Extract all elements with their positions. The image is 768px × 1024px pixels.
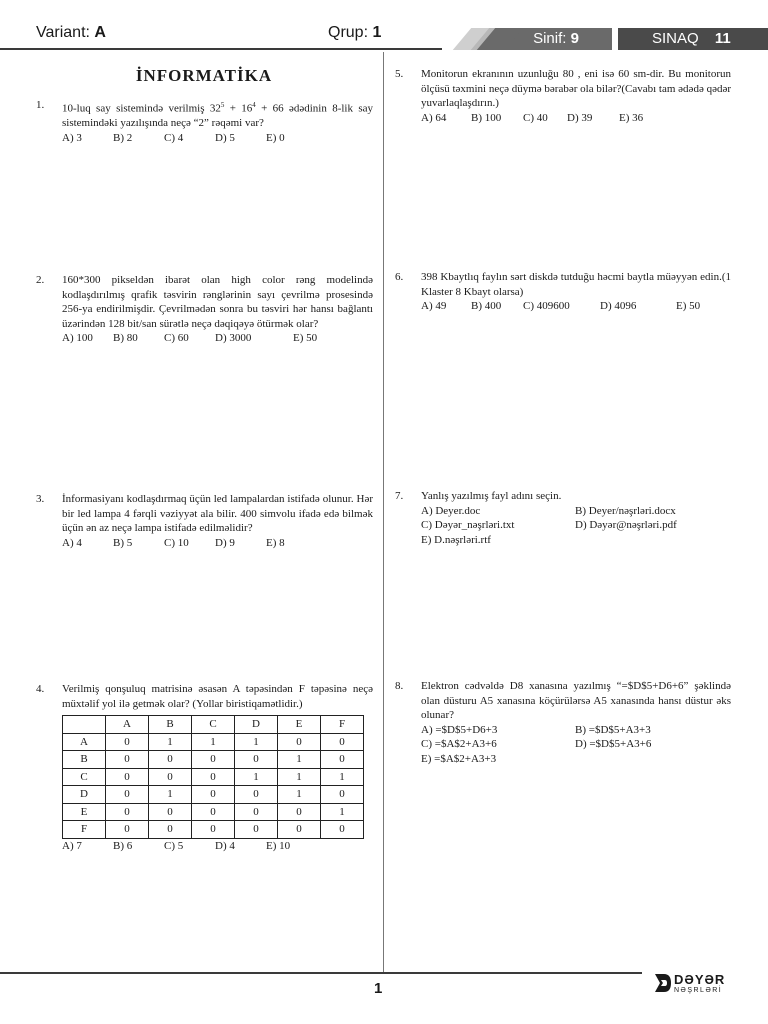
matrix-row bbox=[63, 733, 364, 751]
subject-title: İNFORMATİKA bbox=[135, 66, 273, 85]
footer-rule bbox=[0, 972, 642, 974]
answer-option[interactable]: E) D.nəşrləri.rtf bbox=[421, 533, 491, 546]
matrix-cell: 0 bbox=[235, 821, 278, 839]
answer-option[interactable]: A) 100 bbox=[62, 332, 93, 344]
question-text: Yanlış yazılmış fayl adını seçin. bbox=[421, 490, 562, 502]
matrix-cell: 0 bbox=[192, 803, 235, 821]
group-field bbox=[328, 24, 381, 42]
matrix-cell: 0 bbox=[321, 821, 364, 839]
matrix-cell: 1 bbox=[149, 733, 192, 751]
matrix-cell: A bbox=[63, 733, 106, 751]
answer-option[interactable]: E) 36 bbox=[619, 111, 644, 124]
matrix-cell bbox=[63, 716, 106, 734]
column-divider bbox=[383, 52, 384, 972]
matrix-cell: 0 bbox=[235, 786, 278, 804]
exponent: 4 bbox=[252, 101, 256, 109]
matrix-cell: 0 bbox=[278, 803, 321, 821]
class-label: Sinif: bbox=[533, 30, 567, 47]
logo-icon bbox=[654, 972, 672, 994]
answer-option[interactable]: E) =$A$2+A3+3 bbox=[421, 752, 497, 765]
answer-option[interactable]: A) Deyer.doc bbox=[421, 504, 481, 517]
matrix-cell: 0 bbox=[192, 821, 235, 839]
variant-field bbox=[36, 24, 106, 42]
matrix-cell: 1 bbox=[149, 786, 192, 804]
answer-option[interactable]: D) 9 bbox=[215, 536, 235, 549]
answer-option[interactable]: A) 64 bbox=[421, 111, 447, 124]
exam-value: 11 bbox=[714, 30, 731, 47]
answer-option[interactable]: B) 100 bbox=[471, 111, 502, 124]
matrix-cell: 1 bbox=[278, 786, 321, 804]
answer-option[interactable]: A) 3 bbox=[62, 131, 82, 144]
matrix-row bbox=[63, 803, 364, 821]
matrix-row bbox=[63, 768, 364, 786]
answer-option[interactable]: D) =$D$5+A3+6 bbox=[575, 738, 652, 750]
publisher-logo bbox=[654, 972, 734, 996]
answer-option[interactable]: B) 400 bbox=[471, 300, 502, 312]
matrix-cell: E bbox=[278, 716, 321, 734]
matrix-cell: F bbox=[63, 821, 106, 839]
answer-options bbox=[421, 723, 731, 767]
matrix-cell: 0 bbox=[192, 786, 235, 804]
answer-options bbox=[421, 504, 731, 548]
matrix-cell: 0 bbox=[149, 821, 192, 839]
header-rule bbox=[0, 48, 442, 50]
answer-option[interactable]: B) Deyer/nəşrləri.docx bbox=[575, 504, 676, 517]
logo-name: DƏYƏR bbox=[674, 972, 726, 987]
answer-option[interactable]: E) 0 bbox=[266, 131, 285, 144]
matrix-cell: 1 bbox=[235, 768, 278, 786]
matrix-cell: A bbox=[106, 716, 149, 734]
question-text bbox=[62, 98, 373, 131]
matrix-cell: 1 bbox=[235, 733, 278, 751]
answer-option[interactable]: E) 50 bbox=[676, 300, 701, 312]
matrix-cell: 1 bbox=[321, 768, 364, 786]
answer-option[interactable]: C) 40 bbox=[523, 111, 548, 124]
matrix-cell: E bbox=[63, 803, 106, 821]
question-text-part: + 16 bbox=[224, 102, 253, 115]
answer-option[interactable]: E) 10 bbox=[266, 839, 291, 852]
answer-option[interactable]: D) 4 bbox=[215, 839, 235, 852]
answer-option[interactable]: A) =$D$5+D6+3 bbox=[421, 723, 498, 736]
matrix-cell: B bbox=[149, 716, 192, 734]
answer-options bbox=[62, 839, 373, 854]
matrix-cell: 0 bbox=[321, 751, 364, 769]
matrix-cell: 0 bbox=[235, 803, 278, 821]
matrix-cell: 0 bbox=[149, 768, 192, 786]
matrix-cell: 0 bbox=[321, 733, 364, 751]
matrix-cell: D bbox=[235, 716, 278, 734]
matrix-cell: 0 bbox=[278, 821, 321, 839]
question-number: 5. bbox=[395, 68, 404, 80]
page-header bbox=[0, 0, 768, 52]
question-6 bbox=[395, 270, 731, 314]
adjacency-matrix bbox=[62, 715, 364, 839]
answer-options bbox=[421, 299, 731, 314]
answer-option[interactable]: A) 4 bbox=[62, 536, 82, 549]
class-value: 9 bbox=[570, 30, 579, 47]
answer-option[interactable]: B) =$D$5+A3+3 bbox=[575, 723, 651, 736]
answer-option[interactable]: B) 5 bbox=[113, 536, 133, 549]
answer-options bbox=[62, 131, 373, 146]
matrix-cell: 0 bbox=[149, 751, 192, 769]
question-3 bbox=[36, 492, 373, 550]
answer-option[interactable]: D) 3000 bbox=[215, 332, 252, 344]
question-5 bbox=[395, 67, 731, 125]
question-8 bbox=[395, 679, 731, 766]
answer-option[interactable]: D) Dəyər@nəşrləri.pdf bbox=[575, 519, 677, 531]
question-number: 2. bbox=[36, 274, 45, 286]
class-badge bbox=[500, 28, 612, 50]
question-text: 398 Kbaytlıq faylın sərt diskdə tutduğu həcmi baytla müəyyən edin.(1 Klaster 8 Kbayt olarsa) bbox=[421, 271, 731, 298]
variant-value: A bbox=[94, 24, 106, 41]
question-text-part: 10-luq say sistemində verilmiş 32 bbox=[62, 102, 221, 115]
matrix-header-row bbox=[63, 716, 364, 734]
exponent: 5 bbox=[220, 101, 225, 109]
exam-label: SINAQ bbox=[652, 30, 699, 47]
question-number: 7. bbox=[395, 490, 404, 502]
answer-option[interactable]: C) 60 bbox=[164, 332, 189, 344]
question-text-part: + 66 ədədinin 8-lik say sistemindəki yazılışında neçə “2” rəqəmi var? bbox=[62, 102, 373, 130]
answer-option[interactable]: D) 5 bbox=[215, 131, 235, 144]
matrix-row bbox=[63, 751, 364, 769]
matrix-cell: 0 bbox=[235, 751, 278, 769]
matrix-cell: 0 bbox=[278, 733, 321, 751]
answer-option[interactable]: C) 10 bbox=[164, 536, 189, 549]
group-value: 1 bbox=[372, 24, 382, 41]
variant-label: Variant: bbox=[36, 24, 90, 41]
answer-option[interactable]: C) 409600 bbox=[523, 300, 570, 312]
question-text: 160*300 pikseldən ibarət olan high color rəng modelində kodlaşdırılmış qrafik təsvirin rənglərinin sayı çevrilmə prosesində 256-ya endirilmişdir. Çevrilmədən sonra bu təsviri hər hansı bağlantı üzərindən 128 bit/san sürətlə neçə dəqiqəyə ötürmək olar? bbox=[62, 274, 373, 330]
question-text: İnformasiyanı kodlaşdırmaq üçün led lampalardan istifadə olunur. Hər bir led lampa 4 fərqli vəziyyət ala bilir. 400 simvolu ifadə edə bilmək üçün ən az neçə lampa istifadə edilməlidir? bbox=[62, 493, 373, 534]
page-number: 1 bbox=[374, 980, 383, 997]
answer-options bbox=[421, 111, 731, 126]
group-label: Qrup: bbox=[328, 24, 369, 41]
answer-option[interactable]: B) 6 bbox=[113, 839, 133, 852]
logo-subtitle: NƏŞRLƏRİ bbox=[674, 987, 723, 994]
matrix-cell: 0 bbox=[192, 751, 235, 769]
question-number: 4. bbox=[36, 683, 45, 695]
matrix-row bbox=[63, 786, 364, 804]
question-4 bbox=[36, 682, 373, 853]
matrix-cell: 0 bbox=[149, 803, 192, 821]
question-number: 1. bbox=[36, 99, 45, 111]
matrix-cell: 0 bbox=[106, 786, 149, 804]
answer-option[interactable]: A) 7 bbox=[62, 839, 82, 852]
matrix-cell: B bbox=[63, 751, 106, 769]
question-number: 8. bbox=[395, 680, 404, 692]
answer-option[interactable]: C) Dəyər_nəşrləri.txt bbox=[421, 519, 515, 531]
answer-option[interactable]: C) 5 bbox=[164, 839, 184, 852]
answer-option[interactable]: E) 8 bbox=[266, 536, 285, 549]
matrix-cell: 1 bbox=[192, 733, 235, 751]
matrix-cell: 0 bbox=[192, 768, 235, 786]
answer-option[interactable]: D) 39 bbox=[567, 111, 593, 124]
answer-option[interactable]: C) 4 bbox=[164, 131, 184, 144]
question-text: Monitorun ekranının uzunluğu 80 , eni isə 60 sm-dir. Bu monitorun ölçüsü təxmini neçə düymə bərabər ola bilər?(Cavabı tam ədədə qədər yuvarlaqlaşdırın.) bbox=[421, 68, 732, 109]
matrix-cell: 1 bbox=[321, 803, 364, 821]
matrix-cell: C bbox=[192, 716, 235, 734]
question-number: 3. bbox=[36, 493, 45, 505]
matrix-cell: 1 bbox=[278, 751, 321, 769]
answer-option[interactable]: A) 49 bbox=[421, 300, 447, 312]
matrix-cell: 0 bbox=[106, 733, 149, 751]
matrix-cell: C bbox=[63, 768, 106, 786]
matrix-cell: D bbox=[63, 786, 106, 804]
answer-option[interactable]: D) 4096 bbox=[600, 300, 637, 312]
answer-option[interactable]: E) 50 bbox=[293, 332, 318, 344]
question-number: 6. bbox=[395, 271, 404, 283]
question-text: Verilmiş qonşuluq matrisinə əsasən A təpəsindən F təpəsinə neçə müxtəlif yol ilə getmək olar? (Yollar biristiqamətlidir.) bbox=[62, 683, 373, 710]
answer-option[interactable]: B) 2 bbox=[113, 131, 133, 144]
answer-options bbox=[62, 536, 373, 551]
matrix-cell: 0 bbox=[106, 821, 149, 839]
matrix-cell: 1 bbox=[278, 768, 321, 786]
exam-badge bbox=[618, 28, 768, 50]
answer-option[interactable]: B) 80 bbox=[113, 332, 138, 344]
answer-option[interactable]: C) =$A$2+A3+6 bbox=[421, 738, 497, 750]
question-text: Elektron cədvəldə D8 xanasına yazılmış “=$D$5+D6+6” şəklində olan düsturu A5 xanasına köçürülərsə A5 xanasında hansı düstur əks olunar? bbox=[421, 680, 731, 721]
matrix-cell: 0 bbox=[106, 803, 149, 821]
question-7 bbox=[395, 489, 731, 547]
question-1 bbox=[36, 98, 373, 145]
matrix-cell: 0 bbox=[321, 786, 364, 804]
matrix-row bbox=[63, 821, 364, 839]
matrix-cell: 0 bbox=[106, 768, 149, 786]
matrix-cell: 0 bbox=[106, 751, 149, 769]
answer-options bbox=[62, 331, 373, 346]
question-2 bbox=[36, 273, 373, 346]
matrix-cell: F bbox=[321, 716, 364, 734]
